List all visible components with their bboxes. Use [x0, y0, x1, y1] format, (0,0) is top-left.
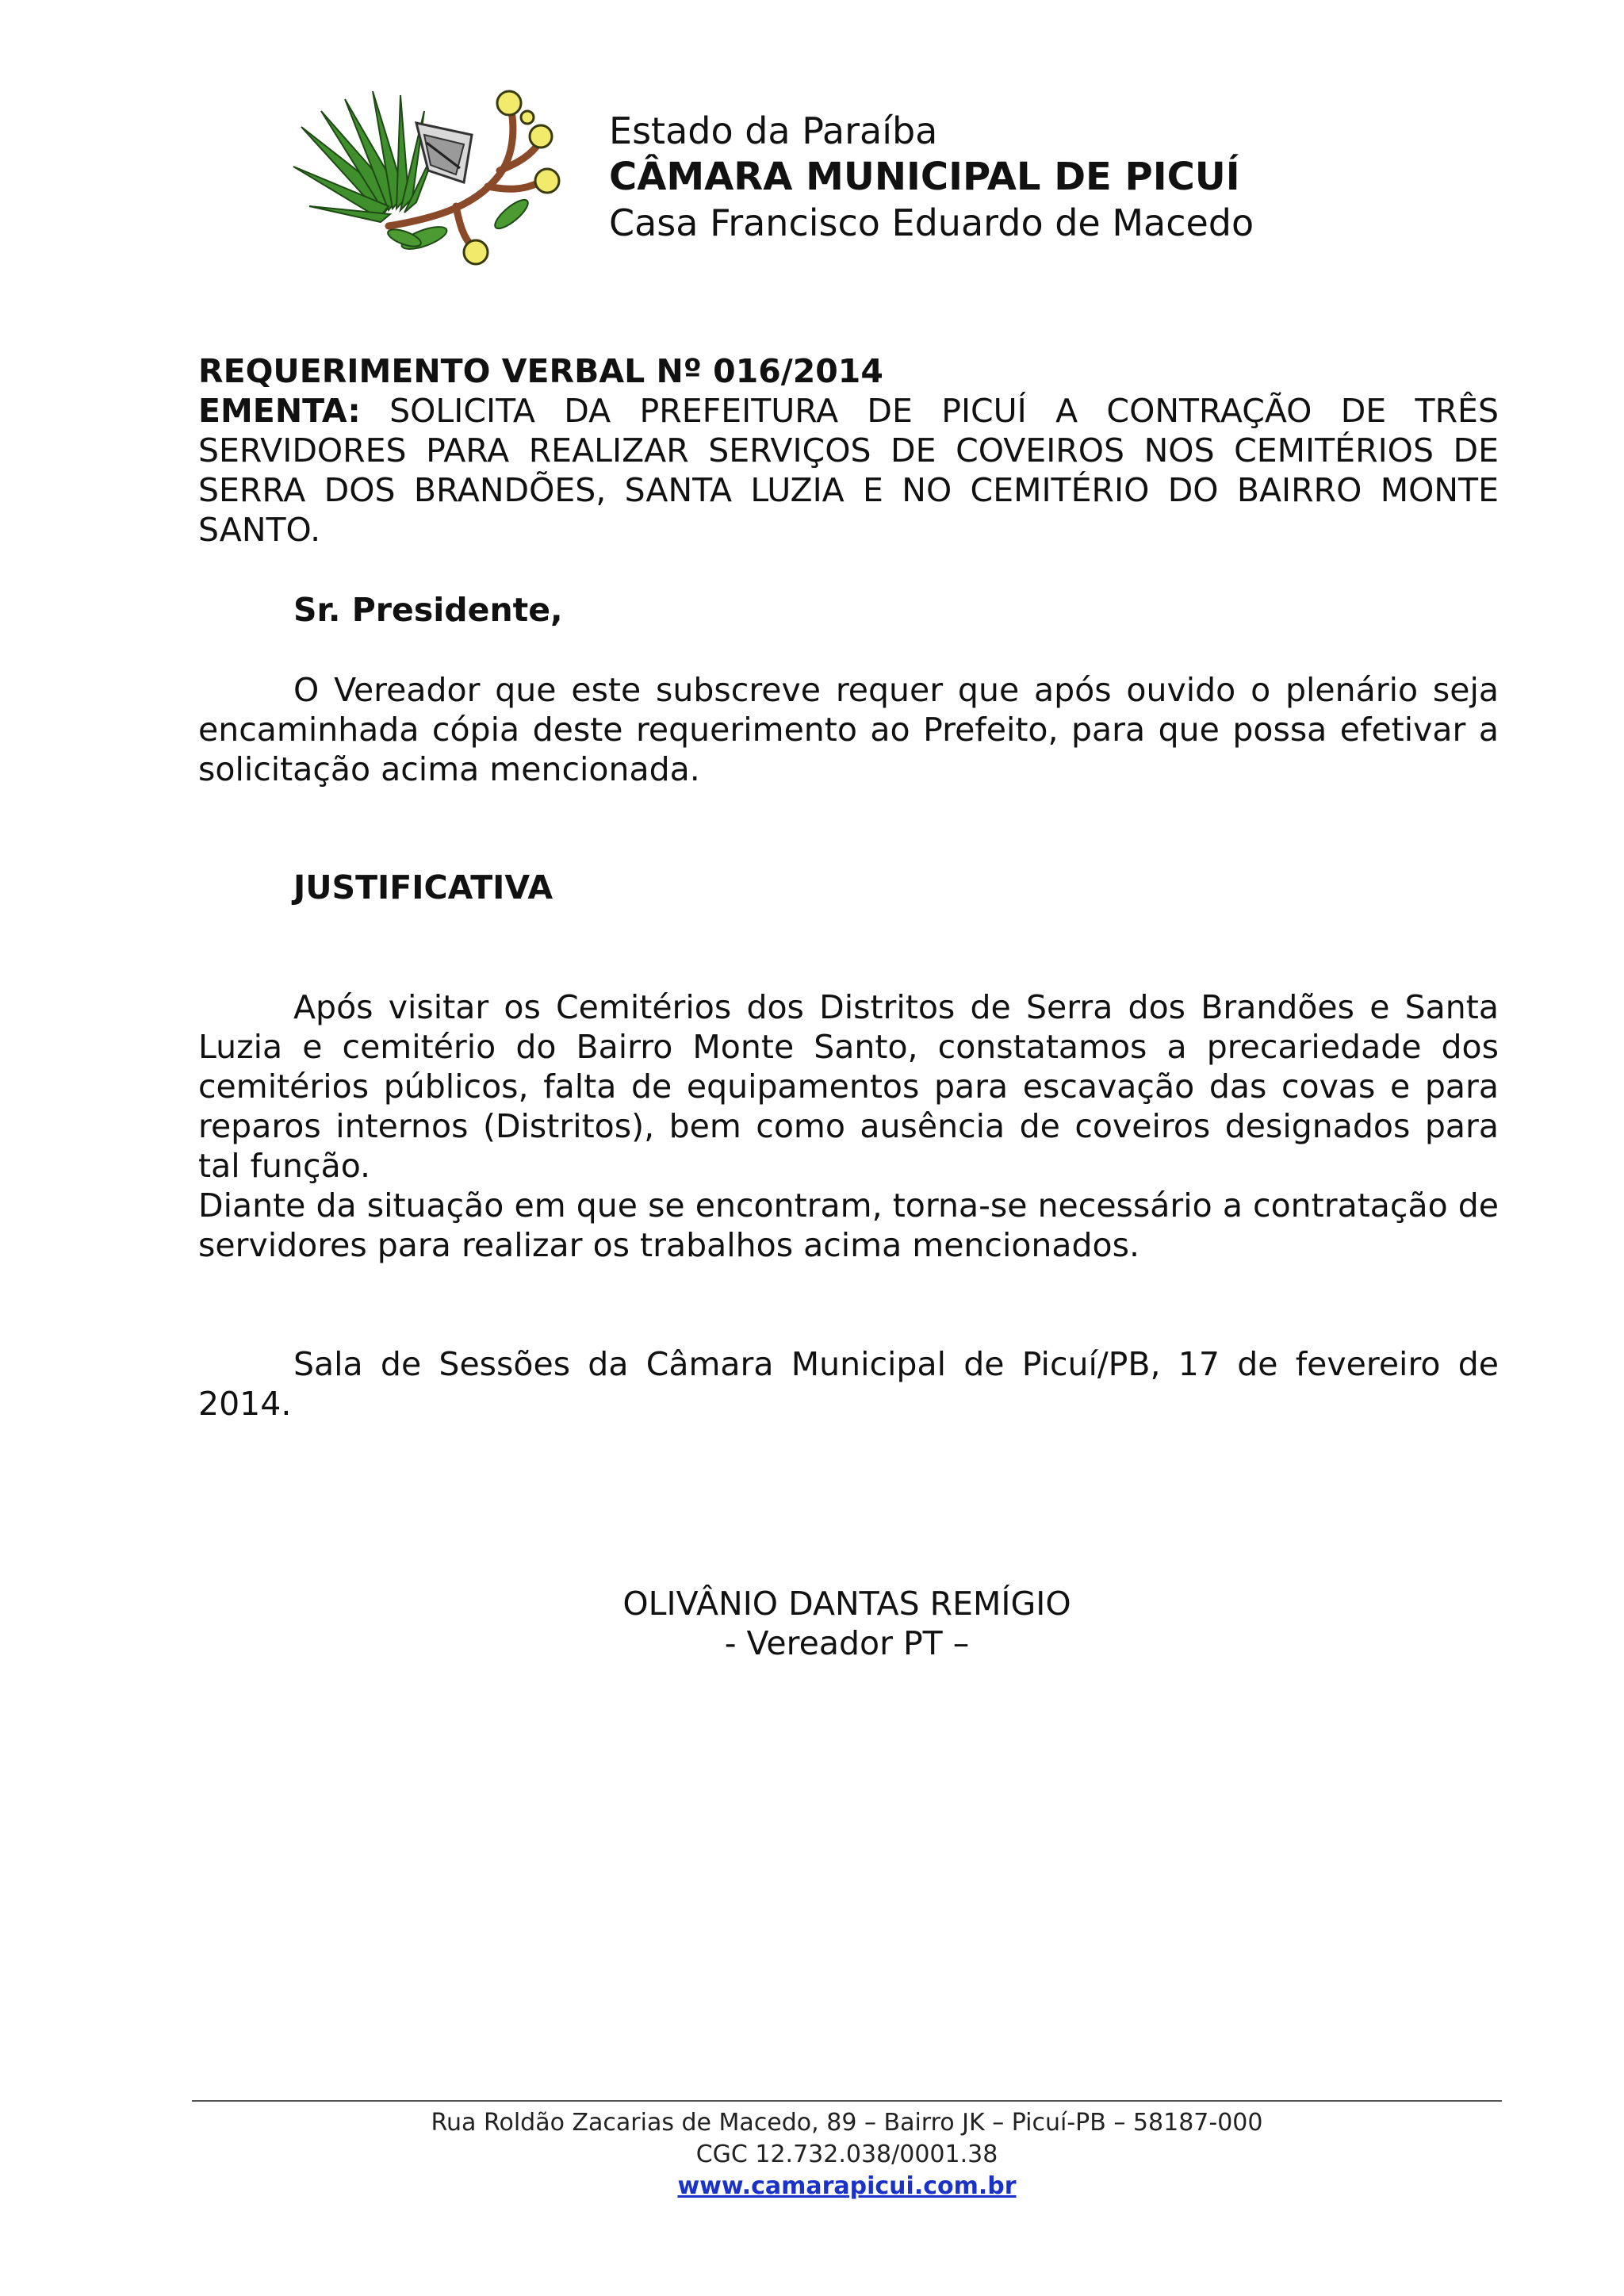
house-name: Casa Francisco Eduardo de Macedo	[609, 201, 1254, 244]
place-date-paragraph: Sala de Sessões da Câmara Municipal de Picuí/PB, 17 de fevereiro de 2014.	[198, 1345, 1499, 1423]
signature-block	[0, 1584, 1624, 1663]
ementa-paragraph	[198, 391, 1499, 550]
signatory-name: OLIVÂNIO DANTAS REMÍGIO	[622, 1585, 1071, 1623]
situation-paragraph: Diante da situação em que se encontram, torna-se necessário a contratação de servidores para realizar os trabalhos acima mencionados.	[198, 1186, 1499, 1264]
signatory-role: - Vereador PT –	[724, 1624, 970, 1662]
footer-cgc: CGC 12.732.038/0001.38	[695, 2141, 998, 2168]
ementa-text: SOLICITA DA PREFEITURA DE PICUÍ A CONTRAÇÃO DE TRÊS SERVIDORES PARA REALIZAR SERVIÇOS DE COVEIROS NOS CEMITÉRIOS DE SERRA DOS BRANDÕES, SANTA LUZIA E NO CEMITÉRIO DO BAIRRO MONTE SANTO.	[198, 392, 1499, 549]
chamber-name: CÂMARA MUNICIPAL DE PICUÍ	[609, 155, 1240, 199]
footer-address: Rua Roldão Zacarias de Macedo, 89 – Bairro JK – Picuí-PB – 58187-000	[431, 2109, 1263, 2137]
chamber-emblem-icon	[285, 79, 563, 270]
justification-paragraph: Após visitar os Cemitérios dos Distritos de Serra dos Brandões e Santa Luzia e cemitério do Bairro Monte Santo, constatamos a precariedade dos cemitérios públicos, falta de equipamentos para escavação das covas e para reparos internos (Distritos), bem como ausência de coveiros designados para tal função.	[198, 988, 1499, 1185]
document-title: REQUERIMENTO VERBAL Nº 016/2014	[198, 352, 883, 390]
request-paragraph: O Vereador que este subscreve requer que após ouvido o plenário seja encaminhada cópia deste requerimento ao Prefeito, para que possa efetivar a solicitação acima mencionada.	[198, 671, 1499, 788]
ementa-label: EMENTA:	[198, 392, 361, 430]
footer-divider	[192, 2100, 1502, 2102]
website-link[interactable]: www.camarapicui.com.br	[677, 2172, 1017, 2200]
footer	[0, 2107, 1624, 2202]
state-name: Estado da Paraíba	[609, 109, 938, 152]
justification-heading: JUSTIFICATIVA	[293, 868, 553, 907]
letterhead	[609, 108, 1254, 246]
salutation: Sr. Presidente,	[293, 591, 563, 629]
